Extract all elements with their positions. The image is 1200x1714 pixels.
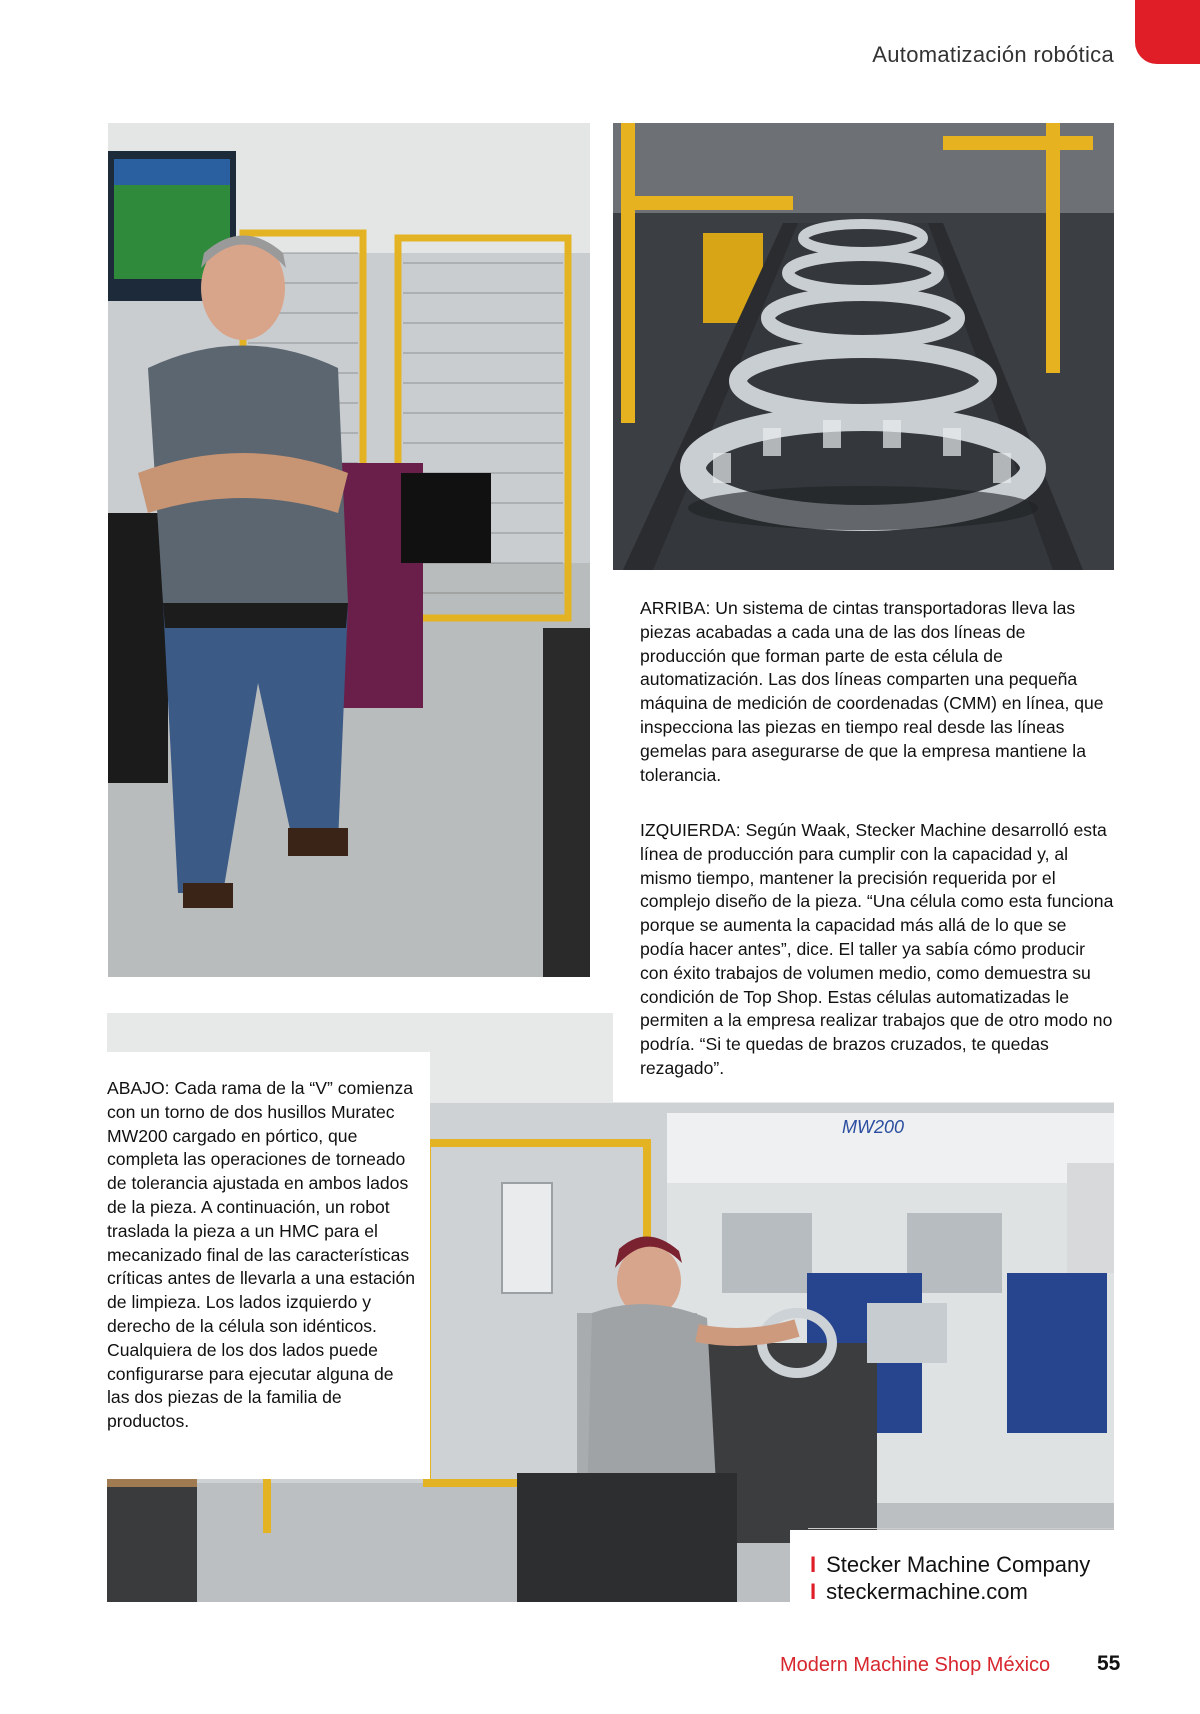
contact-company <box>810 1552 1090 1578</box>
website-link[interactable]: steckermachine.com <box>826 1579 1028 1604</box>
caption-izquierda: IZQUIERDA: Según Waak, Stecker Machine desarrolló esta línea de producción para cumplir con la capacidad y, al mismo tiempo, mantener la precisión requerida por el complejo diseño de la pieza. “Una célula como esta funciona porque se aumenta la capacidad más allá de lo que se podía hacer antes”, dice. El taller ya sabía cómo producir con éxito trabajos de volumen medio, como demuestra su condición de Top Shop. Estas células automatizadas le permiten a la empresa realizar trabajos que de otro modo no podría. “Si te quedas de brazos cruzados, te quedas rezagado”. <box>640 820 1114 1078</box>
photo-conveyor <box>613 123 1114 570</box>
footer-magazine-name: Modern Machine Shop México <box>780 1654 1051 1676</box>
caption-abajo: ABAJO: Cada rama de la “V” comienza con un torno de dos husillos Muratec MW200 cargado en pórtico, que completa las operaciones de torneado de tolerancia ajustada en ambos lados de la pieza. A continuación, un robot traslada la pieza a un HMC para el mecanizado final de las características críticas antes de llevarla a una estación de limpieza. Los lados izquierdo y derecho de la célula son idénticos. Cualquiera de los dos lados puede configurarse para ejecutar alguna de las dos piezas de la familia de productos. <box>107 1078 416 1432</box>
bullet-bar-icon: I <box>810 1552 817 1577</box>
caption-arriba: ARRIBA: Un sistema de cintas transportadoras lleva las piezas acabadas a cada una de las dos líneas de producción que forman parte de esta célula de automatización. Las dos líneas comparten una pequeña máquina de medición de coordenadas (CMM) en línea, que inspecciona las piezas en tiempo real desde las líneas gemelas para asegurarse de que la empresa mantiene la tolerancia. <box>640 598 1104 785</box>
lathe-badge: MW200 <box>842 1117 905 1137</box>
photo-man <box>108 123 590 977</box>
section-title: Automatización robótica <box>872 42 1114 67</box>
page-number: 55 <box>1097 1652 1121 1675</box>
company-name: Stecker Machine Company <box>826 1552 1091 1577</box>
bullet-bar-icon: I <box>810 1579 817 1604</box>
section-tab <box>1135 0 1200 64</box>
contact-divider <box>808 1528 1114 1529</box>
contact-website[interactable] <box>810 1579 1028 1605</box>
